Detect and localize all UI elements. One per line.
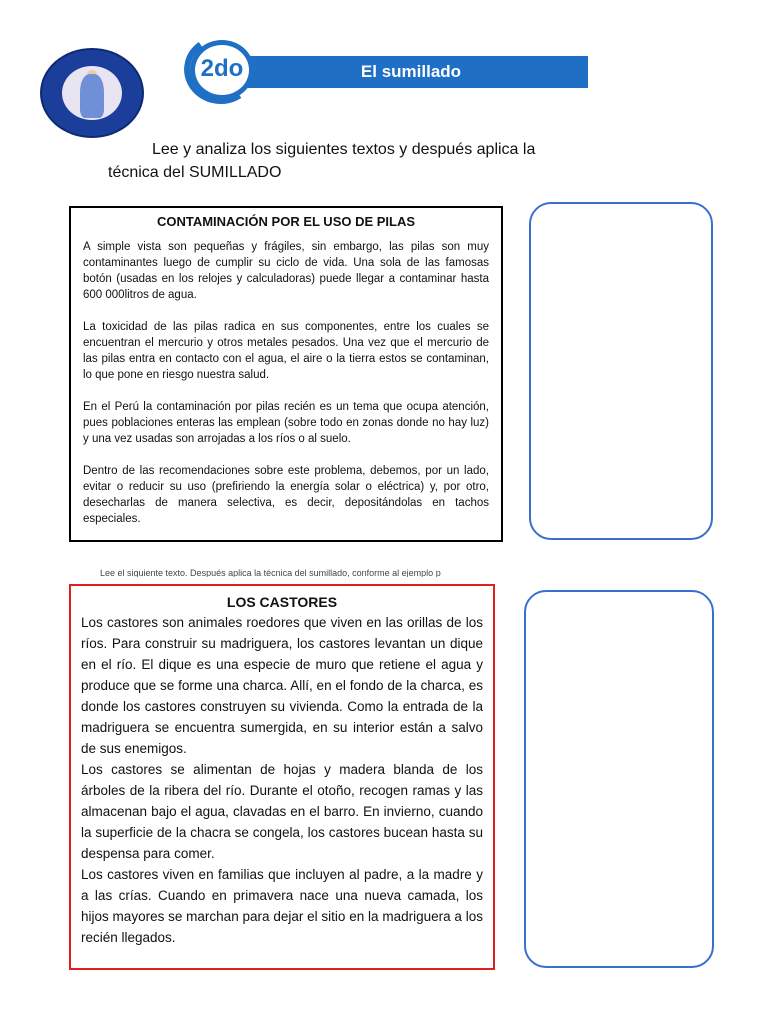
summary-answer-box-2[interactable]	[524, 590, 714, 968]
page-title: El sumillado	[360, 62, 462, 81]
instruction-text	[108, 138, 648, 184]
text-title-pilas: CONTAMINACIÓN POR EL USO DE PILAS	[156, 214, 416, 229]
text-paragraph: La toxicidad de las pilas radica en sus componentes, entre los cuales se encuentran el mercurio y otros metales pesados. Una vez que el mercurio de las pilas entra en contacto con el agua, el aire o la tierra estos se contaminan, lo que pone en riesgo nuestra salud.	[83, 321, 489, 381]
cropped-instruction-fragment: Lee el siguiente texto. Después aplica la técnica del sumillado, conforme al ejemplo p	[100, 569, 441, 577]
text-box-castores	[69, 584, 495, 970]
instruction-line-2: técnica del SUMILLADO	[108, 164, 282, 181]
text-paragraph: Dentro de las recomendaciones sobre este problema, debemos, por un lado, evitar o reducir su uso (prefiriendo la energía solar o eléctrica) y, por otro, desecharlas de manera selectiva, es decir, depositándolas en tachos especiales.	[83, 465, 489, 525]
school-seal-logo	[40, 48, 144, 138]
text-paragraph: Los castores se alimentan de hojas y madera blanda de los árboles de la ribera del río. Durante el otoño, recogen ramas y las almacenan bajo el agua, clavadas en el barro. En invierno, cuando la superficie de la chacra se congela, los castores bucean hasta su despensa para comer.	[81, 762, 483, 861]
text-paragraph: Los castores son animales roedores que viven en las orillas de los ríos. Para construir su madriguera, los castores levantan un dique en el río. El dique es una especie de muro que retiene el agua y produce que se forme una charca. Allí, en el fondo de la charca, es donde los castores construyen su vivienda. Como la entrada de la madriguera se encuentra sumergida, en su interior están a salvo de sus enemigos.	[81, 615, 483, 756]
summary-answer-box-1[interactable]	[529, 202, 713, 540]
instruction-line-1: Lee y analiza los siguientes textos y después aplica la	[152, 141, 536, 158]
text-paragraph: Los castores viven en familias que incluyen al padre, a la madre y a las crías. Cuando en primavera nace una nueva camada, los hijos mayores se marchan para dejar el sitio en la madriguera a los recién llegados.	[81, 867, 483, 945]
text-title-castores: LOS CASTORES	[226, 594, 338, 610]
header-banner	[234, 56, 588, 88]
text-paragraph: A simple vista son pequeñas y frágiles, sin embargo, las pilas son muy contaminantes luego de cumplir su ciclo de vida. Una sola de las famosas botón (usadas en los relojes y calculadoras) puede llegar a contaminar hasta 600 000litros de agua.	[83, 241, 489, 301]
text-paragraph: En el Perú la contaminación por pilas recién es un tema que ocupa atención, pues poblaciones enteras las emplean (sobre todo en zonas donde no hay luz) y una vez usadas son arrojadas a los ríos o al suelo.	[83, 401, 489, 445]
virgin-mary-image	[62, 66, 122, 120]
text-box-pilas	[69, 206, 503, 542]
grade-label: 2do	[200, 55, 244, 82]
